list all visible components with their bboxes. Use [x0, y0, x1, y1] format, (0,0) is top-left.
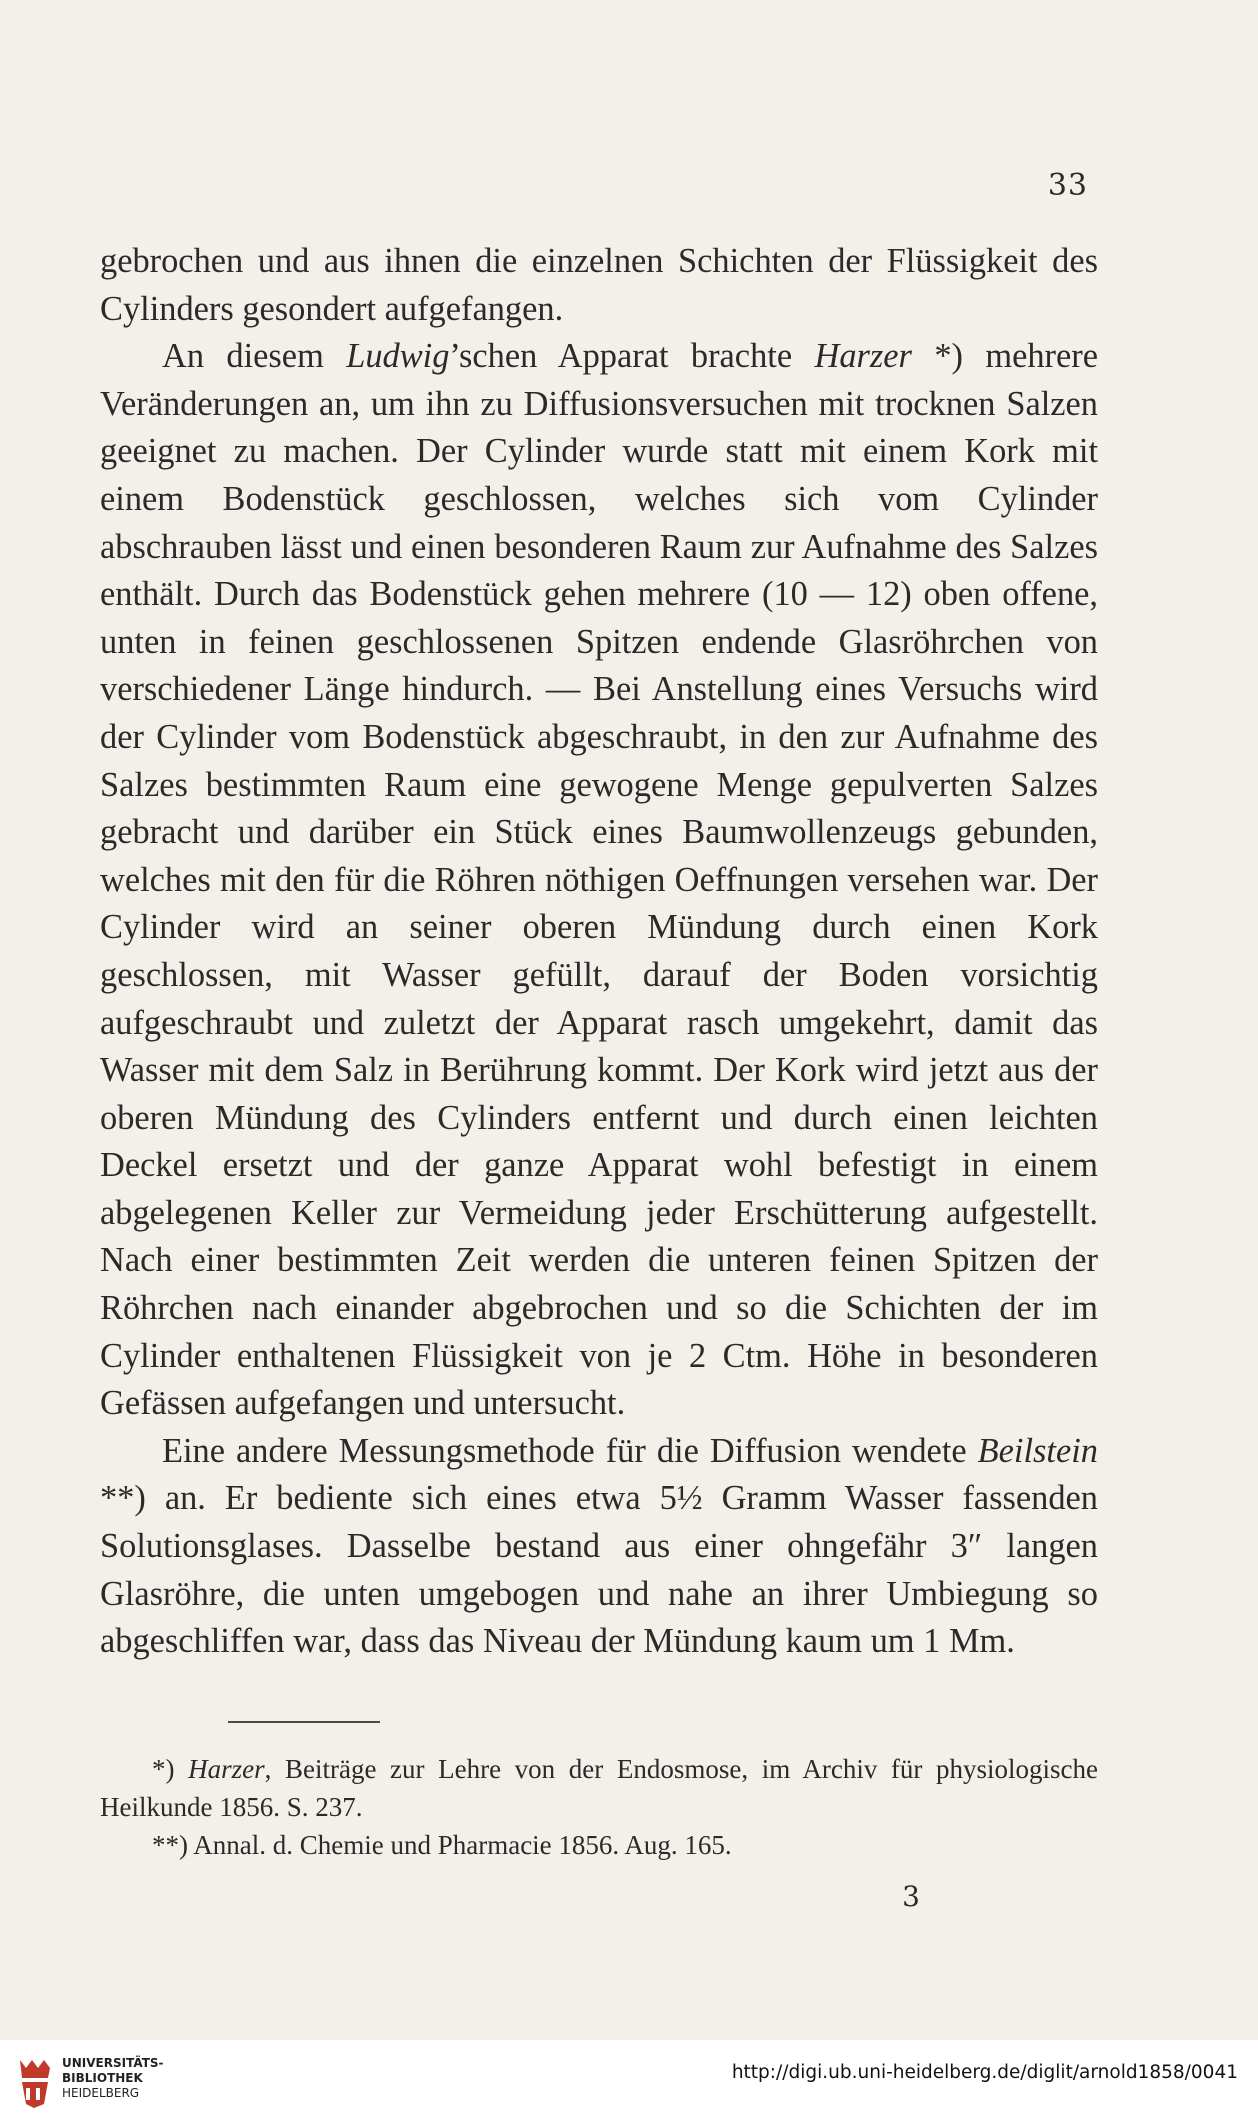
- text-run: **) an. Er bediente sich eines etwa 5½ Gramm Wasser fassenden Solutionsglases. Dasselbe bestand aus einer ohngefähr 3″ langen Glasröhre, die unten umgebogen und nahe an ihrer Umbiegung so abgeschliffen war, dass das Niveau der Mündung kaum um 1 Mm.: [100, 1479, 1098, 1661]
- footer-bar: [0, 2040, 1258, 2126]
- source-url[interactable]: http://digi.ub.uni-heidelberg.de/diglit/arnold1858/0041: [731, 2062, 1238, 2083]
- library-seal-icon: [12, 2054, 56, 2110]
- text-run: ’schen Apparat brachte: [449, 337, 815, 376]
- italic-name: Ludwig: [346, 337, 450, 376]
- italic-name: Beilstein: [977, 1431, 1098, 1470]
- text-run: *): [152, 1754, 189, 1784]
- text-run: gebrochen und aus ihnen die einzelnen Schichten der Flüssigkeit des Cylinders gesondert aufgefangen.: [100, 242, 1098, 328]
- paragraph: [100, 1428, 1098, 1666]
- gathering-signature: 3: [902, 1880, 920, 1913]
- footnotes: [100, 1750, 1098, 1864]
- library-logo[interactable]: [12, 2048, 172, 2118]
- footnote: [100, 1750, 1098, 1826]
- italic-name: Harzer: [188, 1754, 265, 1784]
- text-run: *) mehrere Veränderungen an, um ihn zu Diffusionsversuchen mit trocknen Salzen geeignet zu machen. Der Cylinder wurde statt mit einem Kork mit einem Bodenstück geschlossen, welches sich vom Cylinder abschrauben lässt und einen besonderen Raum zur Aufnahme des Salzes enthält. Durch das Bodenstück gehen mehrere (10 — 12) oben offene, unten in feinen geschlossenen Spitzen endende Glasröhrchen von verschiedener Länge hindurch. — Bei Anstellung eines Versuchs wird der Cylinder vom Bodenstück abgeschraubt, in den zur Aufnahme des Salzes bestimmten Raum eine gewogene Menge gepulverten Salzes gebracht und darüber ein Stück eines Baumwollenzeugs gebunden, welches mit den für die Röhren nöthigen Oeffnungen versehen war. Der Cylinder wird an seiner oberen Mündung durch einen Kork geschlossen, mit Wasser gefüllt, darauf der Boden vorsichtig aufgeschraubt und zuletzt der Apparat rasch umgekehrt, damit das Wasser mit dem Salz in Berührung kommt. Der Kork wird jetzt aus der oberen Mündung des Cylinders entfernt und durch einen leichten Deckel ersetzt und der ganze Apparat wohl befestigt in einem abgelegenen Keller zur Vermeidung jeder Erschütterung aufgestellt. Nach einer bestimmten Zeit werden die unteren feinen Spitzen der Röhrchen nach einander abgebrochen und so die Schichten der im Cylinder enthaltenen Flüssigkeit von je 2 Ctm. Höhe in besonderen Gefässen aufgefangen und untersucht.: [100, 337, 1098, 1423]
- library-name: [62, 2056, 182, 2101]
- paragraph: [100, 333, 1098, 1428]
- body-text: [100, 238, 1098, 1666]
- logo-text-line: HEIDELBERG: [62, 2086, 140, 2100]
- logo-text-line: BIBLIOTHEK: [62, 2071, 143, 2085]
- logo-text-line: UNIVERSITÄTS-: [62, 2056, 164, 2070]
- italic-name: Harzer: [814, 337, 912, 376]
- page-number: 33: [1047, 168, 1088, 203]
- text-run: An diesem: [162, 337, 347, 376]
- text-run: **) Annal. d. Chemie und Pharmacie 1856. Aug. 165.: [152, 1830, 732, 1860]
- footnote-divider: [228, 1721, 380, 1723]
- text-run: , Beiträge zur Lehre von der Endosmose, im Archiv für physiologische Heilkunde 1856. S. 237.: [100, 1754, 1098, 1822]
- text-run: Eine andere Messungsmethode für die Diffusion wendete: [162, 1431, 978, 1470]
- footnote: [100, 1826, 1098, 1864]
- paragraph: [100, 238, 1098, 333]
